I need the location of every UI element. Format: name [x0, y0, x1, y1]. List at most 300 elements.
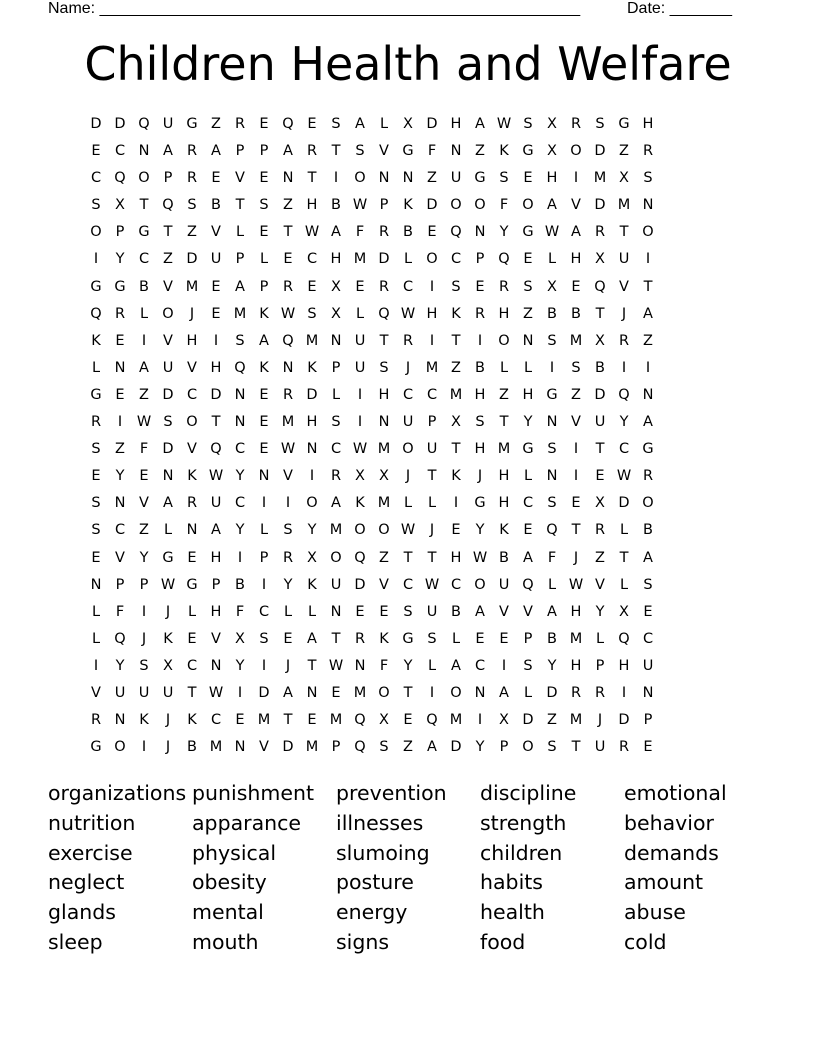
grid-letter: Z — [283, 197, 293, 214]
grid-letter: N — [282, 170, 294, 187]
grid-letter: O — [354, 170, 366, 187]
grid-letter: R — [282, 386, 294, 403]
grid-letter: X — [331, 278, 341, 295]
grid-letter: T — [451, 441, 461, 458]
grid-letter: T — [283, 224, 293, 241]
grid-letter: X — [451, 414, 461, 431]
grid-letter: Q — [90, 305, 102, 322]
grid-letter: C — [426, 386, 438, 403]
grid-letter: E — [187, 549, 197, 566]
grid-letter: R — [570, 684, 582, 701]
grid-letter: C — [450, 576, 462, 593]
grid-letter: X — [499, 712, 509, 729]
grid-letter: M — [353, 251, 367, 268]
grid-letter: U — [210, 495, 222, 512]
grid-letter: H — [186, 332, 198, 349]
grid-letter: V — [163, 278, 173, 295]
word-list-item: amount — [624, 870, 704, 895]
grid-letter: B — [571, 305, 581, 322]
grid-letter: F — [235, 603, 245, 620]
word-list-item: children — [480, 840, 563, 865]
grid-row — [84, 222, 732, 249]
grid-letter: V — [379, 576, 389, 593]
grid-letter: C — [258, 603, 270, 620]
grid-letter: R — [642, 143, 654, 160]
grid-letter: S — [355, 143, 365, 160]
grid-letter: T — [619, 224, 629, 241]
grid-letter: R — [570, 116, 582, 132]
grid-letter: U — [162, 116, 174, 132]
word-list-item: mouth — [192, 929, 259, 954]
word-list-item: neglect — [48, 870, 125, 895]
grid-letter: H — [378, 386, 390, 403]
grid-letter: I — [141, 739, 147, 756]
grid-letter: T — [331, 630, 341, 647]
grid-letter: O — [450, 684, 462, 701]
grid-letter: T — [619, 549, 629, 566]
grid-letter: P — [595, 657, 605, 674]
grid-letter: D — [354, 576, 366, 593]
grid-letter: W — [496, 116, 512, 132]
word-list-row — [48, 810, 768, 840]
page-title: Children Health and Welfare — [84, 37, 732, 91]
grid-letter: A — [547, 197, 557, 214]
grid-letter: X — [619, 603, 629, 620]
grid-letter: F — [379, 657, 389, 674]
grid-letter: L — [259, 251, 269, 268]
grid-letter: A — [211, 522, 221, 539]
grid-letter: P — [259, 278, 269, 295]
grid-letter: L — [163, 522, 173, 539]
grid-letter: C — [210, 712, 222, 729]
grid-letter: N — [642, 197, 654, 214]
grid-letter: I — [141, 332, 147, 349]
grid-letter: Y — [595, 603, 605, 620]
grid-letter: A — [307, 630, 317, 647]
grid-letter: L — [619, 522, 629, 539]
grid-letter: L — [403, 251, 413, 268]
grid-letter: V — [571, 197, 581, 214]
grid-letter: J — [189, 305, 195, 322]
grid-letter: C — [330, 441, 342, 458]
grid-letter: A — [163, 495, 173, 512]
grid-letter: V — [499, 603, 509, 620]
grid-letter: V — [571, 414, 581, 431]
grid-letter: Q — [210, 441, 222, 458]
grid-letter: H — [498, 305, 510, 322]
grid-letter: H — [498, 495, 510, 512]
grid-letter: R — [402, 332, 414, 349]
grid-letter: I — [573, 170, 579, 187]
grid-letter: A — [355, 116, 365, 132]
grid-letter: L — [547, 576, 557, 593]
grid-letter: L — [259, 522, 269, 539]
grid-letter: M — [329, 712, 343, 729]
grid-letter: A — [427, 739, 437, 756]
grid-letter: J — [285, 657, 291, 674]
grid-letter: C — [474, 657, 486, 674]
grid-letter: J — [165, 712, 171, 729]
grid-letter: A — [331, 495, 341, 512]
grid-letter: R — [186, 495, 198, 512]
grid-letter: R — [306, 143, 318, 160]
grid-letter: L — [595, 630, 605, 647]
grid-letter: H — [306, 197, 318, 214]
word-list-item: signs — [336, 929, 390, 954]
grid-letter: X — [547, 143, 557, 160]
grid-letter: O — [642, 224, 654, 241]
grid-letter: O — [450, 197, 462, 214]
grid-letter: B — [403, 224, 413, 241]
grid-letter: O — [162, 305, 174, 322]
grid-letter: X — [595, 251, 605, 268]
grid-letter: P — [235, 143, 245, 160]
header — [48, 0, 748, 20]
grid-letter: L — [523, 684, 533, 701]
grid-letter: P — [427, 414, 437, 431]
grid-letter: V — [595, 576, 605, 593]
grid-letter: G — [522, 441, 534, 458]
grid-letter: V — [523, 603, 533, 620]
word-list-item: emotional — [624, 781, 727, 805]
grid-letter: V — [187, 441, 197, 458]
grid-row — [84, 412, 732, 439]
grid-letter: E — [91, 143, 101, 160]
grid-letter: J — [405, 468, 411, 485]
grid-letter: Q — [114, 170, 126, 187]
grid-letter: D — [426, 116, 438, 132]
grid-letter: O — [138, 170, 150, 187]
word-search-grid — [84, 114, 732, 764]
grid-letter: B — [475, 359, 485, 376]
grid-letter: D — [162, 386, 174, 403]
grid-letter: H — [474, 441, 486, 458]
word-list-row — [48, 899, 768, 929]
grid-letter: I — [453, 495, 459, 512]
grid-letter: D — [522, 712, 534, 729]
grid-letter: H — [642, 116, 654, 132]
grid-letter: H — [570, 657, 582, 674]
grid-letter: Q — [450, 224, 462, 241]
grid-letter: R — [594, 684, 606, 701]
grid-letter: N — [186, 522, 198, 539]
grid-letter: M — [569, 630, 583, 647]
grid-letter: U — [162, 684, 174, 701]
grid-letter: C — [450, 251, 462, 268]
grid-letter: T — [571, 739, 581, 756]
grid-letter: J — [165, 603, 171, 620]
grid-letter: L — [523, 359, 533, 376]
grid-letter: U — [114, 684, 126, 701]
grid-letter: T — [451, 332, 461, 349]
grid-letter: K — [307, 576, 317, 593]
grid-letter: Z — [451, 359, 461, 376]
grid-letter: X — [379, 468, 389, 485]
grid-letter: X — [547, 278, 557, 295]
grid-letter: P — [499, 739, 509, 756]
grid-letter: I — [645, 251, 651, 268]
grid-letter: P — [475, 251, 485, 268]
grid-letter: Q — [546, 522, 558, 539]
grid-letter: I — [549, 359, 555, 376]
grid-letter: D — [450, 739, 462, 756]
grid-letter: N — [642, 386, 654, 403]
grid-letter: Z — [523, 305, 533, 322]
grid-letter: U — [210, 251, 222, 268]
grid-letter: H — [306, 414, 318, 431]
grid-letter: C — [642, 630, 654, 647]
word-list-item: glands — [48, 900, 116, 925]
grid-row — [84, 304, 732, 331]
grid-letter: B — [187, 739, 197, 756]
grid-letter: D — [90, 116, 102, 132]
grid-letter: O — [522, 197, 534, 214]
grid-letter: H — [426, 305, 438, 322]
grid-letter: K — [499, 522, 509, 539]
grid-letter: N — [474, 224, 486, 241]
grid-letter: I — [213, 332, 219, 349]
grid-letter: J — [597, 712, 603, 729]
grid-letter: U — [138, 684, 150, 701]
grid-letter: B — [211, 197, 221, 214]
grid-row — [84, 331, 732, 358]
grid-letter: S — [547, 495, 557, 512]
grid-letter: T — [499, 414, 509, 431]
grid-letter: N — [210, 657, 222, 674]
grid-row — [84, 466, 732, 493]
grid-letter: F — [355, 224, 365, 241]
grid-letter: Y — [115, 251, 125, 268]
grid-letter: B — [547, 630, 557, 647]
word-list-item: organizations — [48, 781, 187, 805]
grid-letter: Z — [619, 143, 629, 160]
grid-letter: G — [546, 386, 558, 403]
grid-letter: V — [211, 630, 221, 647]
grid-letter: Z — [571, 386, 581, 403]
grid-letter: S — [259, 630, 269, 647]
grid-letter: M — [257, 712, 271, 729]
grid-letter: D — [618, 712, 630, 729]
grid-letter: Y — [115, 468, 125, 485]
grid-letter: K — [139, 712, 149, 729]
grid-letter: N — [282, 359, 294, 376]
grid-letter: U — [354, 359, 366, 376]
grid-row — [84, 493, 732, 520]
grid-letter: M — [377, 441, 391, 458]
grid-letter: X — [379, 712, 389, 729]
grid-letter: S — [451, 278, 461, 295]
grid-letter: D — [618, 495, 630, 512]
grid-letter: B — [235, 576, 245, 593]
grid-letter: N — [306, 684, 318, 701]
grid-letter: H — [474, 386, 486, 403]
grid-letter: S — [547, 441, 557, 458]
grid-letter: S — [547, 332, 557, 349]
grid-letter: C — [402, 576, 414, 593]
grid-letter: O — [474, 576, 486, 593]
grid-letter: M — [425, 359, 439, 376]
word-list-item: obesity — [192, 870, 267, 895]
grid-letter: A — [523, 549, 533, 566]
grid-letter: C — [234, 441, 246, 458]
grid-letter: C — [306, 251, 318, 268]
grid-letter: T — [307, 657, 317, 674]
grid-letter: W — [136, 414, 152, 431]
grid-letter: I — [117, 414, 123, 431]
grid-letter: U — [642, 657, 654, 674]
grid-letter: O — [330, 549, 342, 566]
grid-letter: P — [115, 224, 125, 241]
grid-letter: S — [643, 576, 653, 593]
grid-letter: S — [91, 441, 101, 458]
grid-letter: U — [402, 414, 414, 431]
grid-letter: X — [163, 657, 173, 674]
grid-letter: B — [595, 359, 605, 376]
grid-letter: Z — [499, 386, 509, 403]
grid-letter: U — [498, 576, 510, 593]
grid-letter: A — [211, 143, 221, 160]
grid-letter: Y — [283, 576, 293, 593]
grid-letter: S — [163, 414, 173, 431]
grid-letter: E — [643, 739, 653, 756]
grid-letter: C — [234, 495, 246, 512]
grid-letter: D — [282, 739, 294, 756]
grid-letter: E — [379, 603, 389, 620]
grid-row — [84, 439, 732, 466]
grid-letter: T — [427, 468, 437, 485]
grid-letter: C — [186, 386, 198, 403]
word-list-item: posture — [336, 870, 414, 895]
grid-letter: F — [547, 549, 557, 566]
grid-letter: K — [187, 712, 197, 729]
word-list-item: nutrition — [48, 810, 136, 835]
word-list-item: prevention — [336, 781, 447, 805]
grid-letter: Q — [234, 359, 246, 376]
grid-letter: Z — [139, 386, 149, 403]
word-list-item: demands — [624, 840, 719, 865]
grid-letter: T — [331, 143, 341, 160]
grid-letter: Q — [426, 712, 438, 729]
word-list-item: discipline — [480, 781, 577, 805]
grid-letter: D — [378, 251, 390, 268]
grid-letter: E — [115, 332, 125, 349]
grid-letter: S — [547, 739, 557, 756]
grid-letter: H — [210, 359, 222, 376]
grid-letter: K — [499, 143, 509, 160]
grid-letter: D — [546, 684, 558, 701]
grid-letter: O — [378, 684, 390, 701]
grid-letter: N — [378, 414, 390, 431]
grid-letter: W — [400, 522, 416, 539]
grid-letter: I — [261, 576, 267, 593]
grid-letter: Q — [354, 739, 366, 756]
grid-letter: Q — [498, 251, 510, 268]
grid-letter: J — [405, 359, 411, 376]
grid-letter: E — [571, 495, 581, 512]
grid-letter: G — [186, 116, 198, 132]
grid-letter: H — [330, 251, 342, 268]
grid-letter: G — [90, 278, 102, 295]
grid-letter: X — [403, 116, 413, 132]
grid-letter: E — [499, 630, 509, 647]
word-list-row — [48, 869, 768, 899]
grid-letter: Y — [547, 657, 557, 674]
grid-letter: F — [115, 603, 125, 620]
grid-letter: Y — [235, 657, 245, 674]
grid-letter: R — [234, 116, 246, 132]
grid-letter: Q — [282, 332, 294, 349]
grid-row — [84, 195, 732, 222]
grid-letter: G — [522, 224, 534, 241]
grid-letter: B — [643, 522, 653, 539]
grid-letter: I — [237, 549, 243, 566]
grid-letter: P — [643, 712, 653, 729]
grid-letter: K — [91, 332, 101, 349]
grid-letter: Y — [475, 522, 485, 539]
grid-letter: Z — [115, 441, 125, 458]
grid-letter: C — [618, 441, 630, 458]
word-list-item: abuse — [624, 900, 686, 925]
grid-letter: C — [114, 522, 126, 539]
grid-letter: L — [91, 630, 101, 647]
grid-letter: W — [544, 224, 560, 241]
grid-letter: I — [357, 414, 363, 431]
grid-letter: M — [377, 495, 391, 512]
grid-letter: A — [643, 305, 653, 322]
grid-letter: P — [259, 143, 269, 160]
grid-letter: Q — [354, 549, 366, 566]
grid-letter: H — [498, 468, 510, 485]
grid-letter: A — [283, 143, 293, 160]
grid-letter: C — [90, 170, 102, 187]
grid-letter: E — [307, 278, 317, 295]
grid-letter: K — [259, 359, 269, 376]
grid-letter: I — [261, 495, 267, 512]
grid-letter: R — [618, 739, 630, 756]
grid-letter: O — [186, 414, 198, 431]
grid-letter: Y — [619, 414, 629, 431]
grid-letter: M — [569, 332, 583, 349]
grid-letter: J — [429, 522, 435, 539]
grid-letter: L — [403, 495, 413, 512]
grid-letter: U — [162, 359, 174, 376]
grid-letter: I — [477, 712, 483, 729]
grid-letter: D — [306, 386, 318, 403]
grid-letter: H — [570, 251, 582, 268]
grid-letter: Q — [522, 576, 534, 593]
grid-letter: W — [568, 576, 584, 593]
word-list-row — [48, 929, 768, 959]
grid-letter: W — [208, 684, 224, 701]
grid-letter: P — [235, 251, 245, 268]
grid-letter: R — [90, 712, 102, 729]
grid-letter: Y — [499, 224, 509, 241]
grid-letter: E — [187, 630, 197, 647]
word-list-item: mental — [192, 900, 264, 925]
grid-letter: S — [91, 495, 101, 512]
grid-letter: E — [331, 684, 341, 701]
grid-letter: W — [208, 468, 224, 485]
grid-letter: T — [211, 414, 221, 431]
grid-letter: R — [90, 414, 102, 431]
grid-letter: W — [424, 576, 440, 593]
grid-letter: L — [379, 116, 389, 132]
word-list-item: food — [480, 929, 526, 954]
grid-letter: G — [618, 116, 630, 132]
grid-letter: F — [499, 197, 509, 214]
grid-letter: N — [114, 359, 126, 376]
grid-letter: N — [450, 143, 462, 160]
